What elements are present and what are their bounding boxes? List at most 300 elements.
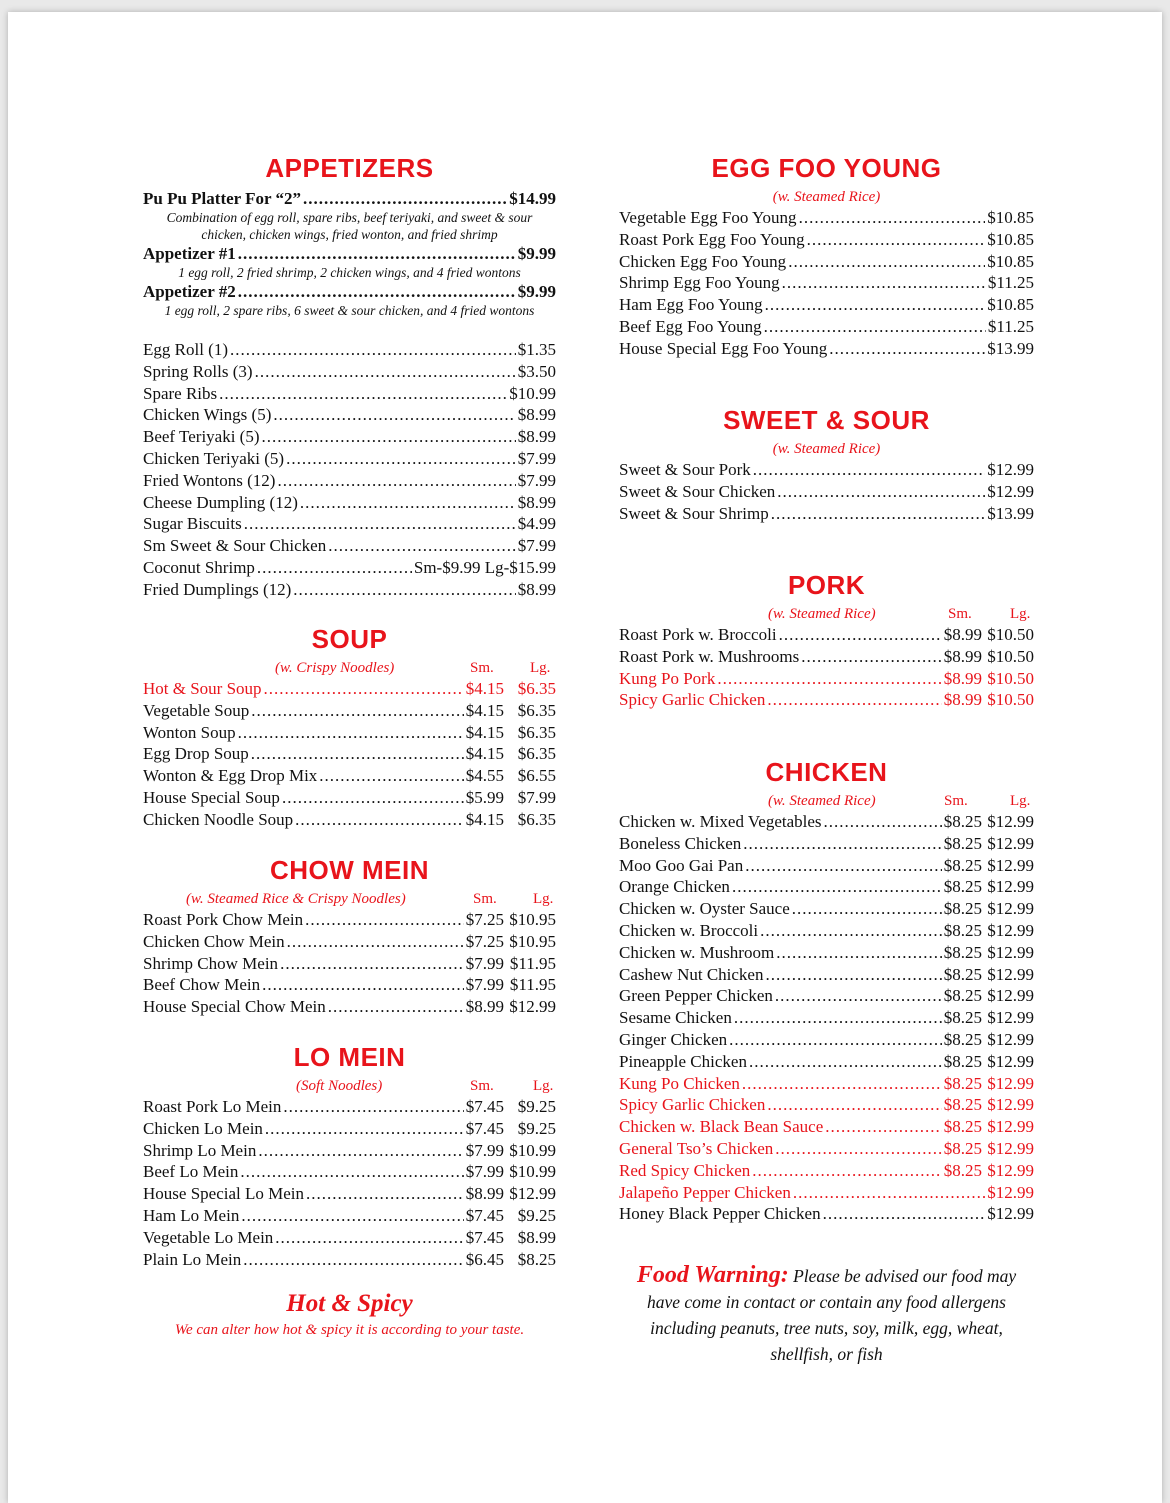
dot-leader	[749, 1051, 942, 1073]
chicken-item	[619, 876, 1034, 898]
chow-mein-lg-header: Lg.	[533, 891, 554, 907]
item-price-small: $8.25	[943, 1029, 982, 1049]
egg-foo-young-item	[619, 229, 1034, 251]
chicken-item	[619, 1073, 1034, 1095]
item-price-small: $8.25	[943, 1051, 982, 1071]
item-price-large: $6.35	[517, 722, 556, 742]
egg-foo-young-item	[619, 338, 1034, 360]
dot-leader	[760, 920, 942, 942]
dot-leader	[745, 855, 942, 877]
soup-item	[143, 743, 556, 765]
item-price: $8.99	[517, 492, 556, 512]
platter-description: 1 egg roll, 2 spare ribs, 6 sweet & sour chicken, and 4 fried wontons	[164, 303, 535, 318]
dot-leader	[283, 1096, 463, 1118]
item-price-small: $8.25	[943, 1095, 982, 1115]
item-name: Chicken Chow Mein	[143, 931, 285, 951]
item-name: Green Pepper Chicken	[619, 986, 773, 1006]
platter-price: $9.99	[517, 282, 556, 301]
chicken-lg-header: Lg.	[1010, 793, 1031, 809]
item-price: $12.99	[987, 460, 1034, 479]
chicken-title: CHICKEN	[765, 757, 888, 787]
item-price-large: $12.99	[987, 986, 1034, 1006]
platter-name: Pu Pu Platter For “2”	[143, 189, 302, 208]
item-price-small: $4.15	[465, 679, 504, 698]
pork-lg-header: Lg.	[1010, 606, 1031, 622]
item-price-small: $7.25	[465, 931, 504, 951]
item-price: $10.85	[987, 251, 1034, 271]
platter-name: Appetizer #1	[143, 244, 236, 263]
item-name: Wonton & Egg Drop Mix	[143, 766, 318, 786]
item-name: Sm Sweet & Sour Chicken	[143, 536, 327, 556]
dot-leader	[282, 787, 464, 809]
lo-mein-item	[143, 1118, 556, 1140]
item-price: $3.50	[517, 361, 556, 381]
item-price-large: $12.99	[987, 812, 1034, 831]
item-price-small: $4.15	[465, 722, 504, 742]
dot-leader	[293, 579, 515, 601]
dot-leader	[251, 743, 464, 765]
item-price-small: $8.25	[943, 1160, 982, 1180]
item-price-large: $6.35	[517, 744, 556, 764]
dot-leader	[219, 383, 507, 405]
appetizer-list	[143, 339, 556, 601]
egg-foo-young-list	[619, 207, 1034, 360]
item-name: Ginger Chicken	[619, 1029, 728, 1049]
item-name: Sweet & Sour Pork	[619, 460, 751, 479]
dot-leader	[280, 953, 464, 975]
item-price-small: $8.25	[943, 1138, 982, 1158]
chow-mein-item	[143, 974, 556, 996]
item-name: Pineapple Chicken	[619, 1051, 747, 1071]
chicken-item	[619, 920, 1034, 942]
appetizer-item	[143, 513, 556, 535]
item-price-large: $9.25	[517, 1097, 556, 1116]
item-name: Chicken Lo Mein	[143, 1118, 263, 1138]
item-price-small: $8.25	[943, 812, 982, 831]
item-price-large: $12.99	[509, 1184, 556, 1204]
lo-mein-note: (Soft Noodles)	[296, 1078, 383, 1094]
item-price: $10.85	[987, 208, 1034, 227]
platter-description: Combination of egg roll, spare ribs, beef teriyaki, and sweet & sour chicken, chicken wings, fried wonton, and fried shrimp	[166, 210, 533, 242]
chicken-item	[619, 985, 1034, 1007]
item-name: Spicy Garlic Chicken	[619, 690, 766, 710]
item-price-large: $10.50	[987, 668, 1034, 688]
appetizer-item	[143, 470, 556, 492]
item-price: $13.99	[987, 503, 1034, 523]
item-price: $8.99	[517, 427, 556, 447]
item-price-large: $6.35	[517, 809, 556, 829]
item-name: Fried Dumplings (12)	[143, 579, 292, 599]
item-price-small: $7.99	[465, 975, 504, 995]
chicken-item	[619, 1029, 1034, 1051]
item-name: Shrimp Lo Mein	[143, 1140, 257, 1160]
chow-mein-note: (w. Steamed Rice & Crispy Noodles)	[186, 891, 406, 907]
item-price-large: $11.95	[509, 953, 556, 973]
dot-leader	[319, 765, 463, 787]
item-name: House Special Chow Mein	[143, 997, 326, 1017]
item-name: Roast Pork Lo Mein	[143, 1097, 282, 1116]
lo-mein-title: LO MEIN	[293, 1042, 406, 1072]
lo-mein-item	[143, 1249, 556, 1271]
chicken-item	[619, 1182, 1034, 1204]
dot-leader	[764, 316, 986, 338]
item-price-small: $4.55	[465, 766, 504, 786]
chicken-item	[619, 1160, 1034, 1182]
sweet-sour-item	[619, 481, 1034, 503]
sweet-sour-item	[619, 503, 1034, 525]
dot-leader	[305, 909, 464, 931]
soup-sm-header: Sm.	[470, 660, 494, 676]
soup-lg-header: Lg.	[530, 660, 551, 676]
item-price: $8.99	[517, 405, 556, 425]
item-price: $8.99	[517, 579, 556, 599]
chow-mein-list	[143, 909, 556, 1018]
lo-mein-item	[143, 1096, 556, 1118]
platter-name: Appetizer #2	[143, 282, 236, 301]
item-name: Cheese Dumpling (12)	[143, 492, 298, 512]
item-price-large: $6.35	[517, 700, 556, 720]
item-name: Chicken w. Oyster Sauce	[619, 899, 790, 919]
item-price-small: $7.45	[465, 1118, 504, 1138]
dot-leader	[779, 624, 942, 646]
item-name: Beef Teriyaki (5)	[143, 427, 260, 447]
item-price: $7.99	[517, 536, 556, 556]
dot-leader	[829, 338, 985, 360]
item-price-small: $8.25	[943, 1073, 982, 1093]
item-price-large: $8.99	[517, 1227, 556, 1247]
item-name: Vegetable Egg Foo Young	[619, 208, 797, 227]
item-price-large: $9.25	[517, 1205, 556, 1225]
item-name: Kung Po Chicken	[619, 1073, 740, 1093]
lo-mein-list	[143, 1096, 556, 1270]
item-price-small: $8.25	[943, 1008, 982, 1028]
item-price: $12.99	[987, 1182, 1034, 1202]
appetizer-item	[143, 404, 556, 426]
dot-leader	[262, 426, 516, 448]
item-price-large: $12.99	[987, 1073, 1034, 1093]
dot-leader	[238, 722, 464, 744]
item-name: Chicken w. Broccoli	[619, 920, 759, 940]
egg-foo-young-item	[619, 316, 1034, 338]
food-warning	[619, 1262, 1034, 1367]
item-price-small: $8.99	[465, 1184, 504, 1204]
item-name: Egg Roll (1)	[143, 340, 228, 359]
item-name: Orange Chicken	[619, 877, 730, 897]
dot-leader	[240, 1161, 463, 1183]
egg-foo-young-title: EGG FOO YOUNG	[711, 153, 942, 183]
egg-foo-young-item	[619, 207, 1034, 229]
item-name: Vegetable Soup	[143, 700, 250, 720]
dot-leader	[765, 294, 986, 316]
dot-leader	[286, 448, 516, 470]
item-name: Boneless Chicken	[619, 833, 742, 853]
sweet-sour-list	[619, 459, 1034, 524]
pork-title: PORK	[787, 570, 866, 600]
pork-item	[619, 646, 1034, 668]
appetizers-title: APPETIZERS	[265, 153, 434, 183]
item-price-small: $8.25	[943, 1117, 982, 1137]
item-name: Chicken Teriyaki (5)	[143, 448, 285, 468]
item-name: Roast Pork Egg Foo Young	[619, 229, 805, 249]
item-name: Honey Black Pepper Chicken	[619, 1204, 821, 1224]
item-price-large: $12.99	[987, 920, 1034, 940]
item-name: Roast Pork Chow Mein	[143, 910, 304, 929]
soup-item	[143, 722, 556, 744]
item-price: $12.99	[987, 481, 1034, 501]
soup-item	[143, 678, 556, 700]
item-price: $11.25	[987, 316, 1034, 336]
chicken-item	[619, 1007, 1034, 1029]
item-price-large: $12.99	[987, 899, 1034, 919]
chicken-item	[619, 1094, 1034, 1116]
soup-item	[143, 787, 556, 809]
item-price-large: $12.99	[987, 1095, 1034, 1115]
pork-item	[619, 689, 1034, 711]
chicken-item	[619, 942, 1034, 964]
dot-leader	[255, 361, 516, 383]
item-price-large: $10.95	[509, 931, 556, 951]
chicken-list	[619, 811, 1034, 1225]
item-name: Spare Ribs	[143, 383, 218, 403]
chow-mein-title: CHOW MEIN	[269, 855, 430, 885]
dot-leader	[792, 898, 942, 920]
chicken-item	[619, 855, 1034, 877]
item-price-small: $8.25	[943, 899, 982, 919]
dot-leader	[734, 1007, 942, 1029]
dot-leader	[775, 985, 942, 1007]
item-name: Beef Lo Mein	[143, 1162, 239, 1182]
item-name: General Tso’s Chicken	[619, 1138, 774, 1158]
appetizer-platters	[143, 188, 556, 319]
dot-leader	[753, 459, 986, 481]
dot-leader	[782, 272, 986, 294]
lo-mein-item	[143, 1205, 556, 1227]
dot-leader	[238, 281, 516, 302]
chicken-item	[619, 964, 1034, 986]
item-price-large: $6.55	[517, 766, 556, 786]
item-price-large: $12.99	[987, 1051, 1034, 1071]
item-name: Plain Lo Mein	[143, 1249, 242, 1269]
item-price-small: $7.99	[465, 1140, 504, 1160]
soup-title: SOUP	[311, 624, 388, 654]
item-name: Moo Goo Gai Pan	[619, 855, 744, 875]
item-name: Sugar Biscuits	[143, 514, 242, 534]
item-name: Coconut Shrimp	[143, 557, 255, 577]
dot-leader	[825, 1116, 942, 1138]
item-name: Chicken w. Black Bean Sauce	[619, 1117, 824, 1137]
item-name: House Special Soup	[143, 787, 280, 807]
appetizer-item	[143, 579, 556, 601]
appetizer-item	[143, 448, 556, 470]
chow-mein-item	[143, 996, 556, 1018]
chicken-item	[619, 898, 1034, 920]
dot-leader	[257, 557, 412, 579]
item-name: Sweet & Sour Shrimp	[619, 503, 769, 523]
item-price-small: $5.99	[465, 787, 504, 807]
lo-mein-item	[143, 1183, 556, 1205]
chow-mein-item	[143, 909, 556, 931]
item-name: Spring Rolls (3)	[143, 361, 253, 381]
dot-leader	[243, 1249, 464, 1271]
item-price: $4.99	[517, 514, 556, 534]
item-price-large: $6.35	[517, 679, 556, 698]
pork-item	[619, 624, 1034, 646]
item-price-large: $12.99	[987, 855, 1034, 875]
sweet-sour-title: SWEET & SOUR	[723, 405, 930, 435]
chow-mein-item	[143, 953, 556, 975]
egg-foo-young-note: (w. Steamed Rice)	[772, 189, 881, 205]
item-price-small: $8.25	[943, 986, 982, 1006]
dot-leader	[275, 1227, 463, 1249]
item-price-small: $7.99	[465, 953, 504, 973]
item-name: Chicken w. Mixed Vegetables	[619, 812, 822, 831]
dot-leader	[742, 1073, 942, 1095]
sweet-sour-item	[619, 459, 1034, 481]
platter-description: 1 egg roll, 2 fried shrimp, 2 chicken wings, and 4 fried wontons	[178, 265, 521, 280]
item-price-large: $10.50	[987, 646, 1034, 666]
item-price: $1.35	[517, 340, 556, 359]
item-price-large: $8.25	[517, 1249, 556, 1269]
dot-leader	[265, 1118, 464, 1140]
dot-leader	[765, 964, 941, 986]
appetizer-item	[143, 339, 556, 361]
item-price-small: $8.25	[943, 964, 982, 984]
dot-leader	[244, 513, 516, 535]
item-price-large: $12.99	[987, 1138, 1034, 1158]
item-price-small: $8.25	[943, 833, 982, 853]
item-name: Egg Drop Soup	[143, 744, 249, 764]
appetizer-item	[143, 361, 556, 383]
item-price-large: $7.99	[517, 787, 556, 807]
pork-item	[619, 668, 1034, 690]
dot-leader	[273, 404, 515, 426]
dot-leader	[767, 1094, 941, 1116]
item-price: Sm-$9.99 Lg-$15.99	[413, 557, 556, 577]
dot-leader	[287, 931, 464, 953]
dot-leader	[295, 809, 464, 831]
dot-leader	[306, 1183, 464, 1205]
soup-item	[143, 700, 556, 722]
sweet-sour-note: (w. Steamed Rice)	[772, 441, 881, 457]
item-name: Chicken Egg Foo Young	[619, 251, 787, 271]
item-price-large: $10.95	[509, 910, 556, 929]
item-name: Chicken w. Mushroom	[619, 942, 775, 962]
sweet-sour-header	[619, 440, 1034, 458]
egg-foo-young-item	[619, 251, 1034, 273]
dot-leader	[824, 811, 942, 833]
food-warning-text: Please be advised our food may have come in contact or contain any food allergens including peanuts, tree nuts, soy, milk, egg, wheat, shellfish, or fish	[647, 1266, 1017, 1364]
hot-spicy-title: Hot & Spicy	[286, 1290, 413, 1317]
menu-page	[8, 12, 1162, 1503]
lo-mein-lg-header: Lg.	[533, 1078, 554, 1094]
chicken-item	[619, 811, 1034, 833]
item-name: House Special Lo Mein	[143, 1184, 304, 1204]
dot-leader	[729, 1029, 942, 1051]
dot-leader	[328, 996, 464, 1018]
item-price-small: $7.25	[465, 910, 504, 929]
item-name: Roast Pork w. Broccoli	[619, 625, 777, 644]
pork-note: (w. Steamed Rice)	[768, 606, 876, 622]
item-price-large: $11.95	[509, 975, 556, 995]
item-name: Shrimp Egg Foo Young	[619, 273, 780, 293]
item-price-small: $8.25	[943, 920, 982, 940]
chicken-item	[619, 1203, 1034, 1225]
lo-mein-item	[143, 1227, 556, 1249]
food-warning-title: Food Warning:	[636, 1262, 789, 1288]
chicken-item	[619, 833, 1034, 855]
item-price-small: $7.45	[465, 1227, 504, 1247]
lo-mein-sm-header: Sm.	[470, 1078, 494, 1094]
item-price-small: $7.45	[465, 1205, 504, 1225]
item-price-small: $4.15	[465, 700, 504, 720]
dot-leader	[823, 1203, 986, 1225]
item-price-large: $12.99	[509, 997, 556, 1017]
dot-leader	[752, 1160, 941, 1182]
item-price-large: $12.99	[987, 1029, 1034, 1049]
item-name: Spicy Garlic Chicken	[619, 1095, 766, 1115]
item-price: $10.99	[509, 383, 556, 403]
item-price-large: $9.25	[517, 1118, 556, 1138]
item-name: Wonton Soup	[143, 722, 236, 742]
soup-item	[143, 809, 556, 831]
item-price-small: $8.99	[943, 625, 982, 644]
egg-foo-young-header	[619, 188, 1034, 206]
item-price: $12.99	[987, 1204, 1034, 1224]
appetizer-item	[143, 383, 556, 405]
dot-leader	[300, 492, 516, 514]
item-name: Jalapeño Pepper Chicken	[619, 1182, 791, 1202]
dot-leader	[777, 481, 985, 503]
soup-list	[143, 678, 556, 831]
soup-item	[143, 765, 556, 787]
dot-leader	[258, 1140, 463, 1162]
item-price: $10.85	[987, 229, 1034, 249]
chow-mein-item	[143, 931, 556, 953]
platter-item	[143, 243, 556, 264]
item-name: Hot & Sour Soup	[143, 679, 262, 698]
item-name: Sweet & Sour Chicken	[619, 481, 776, 501]
platter-price: $14.99	[509, 189, 556, 208]
item-price-small: $7.99	[465, 1162, 504, 1182]
item-price-large: $12.99	[987, 942, 1034, 962]
egg-foo-young-item	[619, 272, 1034, 294]
pork-list	[619, 624, 1034, 711]
item-price-small: $4.15	[465, 744, 504, 764]
chicken-sm-header: Sm.	[944, 793, 968, 809]
dot-leader	[262, 974, 464, 996]
item-price-large: $10.99	[509, 1162, 556, 1182]
item-name: Chicken Wings (5)	[143, 405, 272, 425]
item-price-small: $7.45	[465, 1097, 504, 1116]
item-price: $10.85	[987, 295, 1034, 315]
item-name: House Special Egg Foo Young	[619, 338, 828, 358]
dot-leader	[238, 243, 516, 264]
item-price-large: $12.99	[987, 833, 1034, 853]
dot-leader	[328, 535, 516, 557]
item-price-large: $12.99	[987, 1117, 1034, 1137]
dot-leader	[807, 229, 986, 251]
appetizer-item	[143, 426, 556, 448]
dot-leader	[732, 876, 942, 898]
item-name: Kung Po Pork	[619, 668, 716, 688]
appetizer-item	[143, 492, 556, 514]
dot-leader	[230, 339, 516, 361]
item-price-small: $8.99	[943, 668, 982, 688]
appetizer-item	[143, 557, 556, 579]
item-price: $13.99	[987, 338, 1034, 358]
item-price-small: $8.25	[943, 942, 982, 962]
item-name: Chicken Noodle Soup	[143, 809, 294, 829]
